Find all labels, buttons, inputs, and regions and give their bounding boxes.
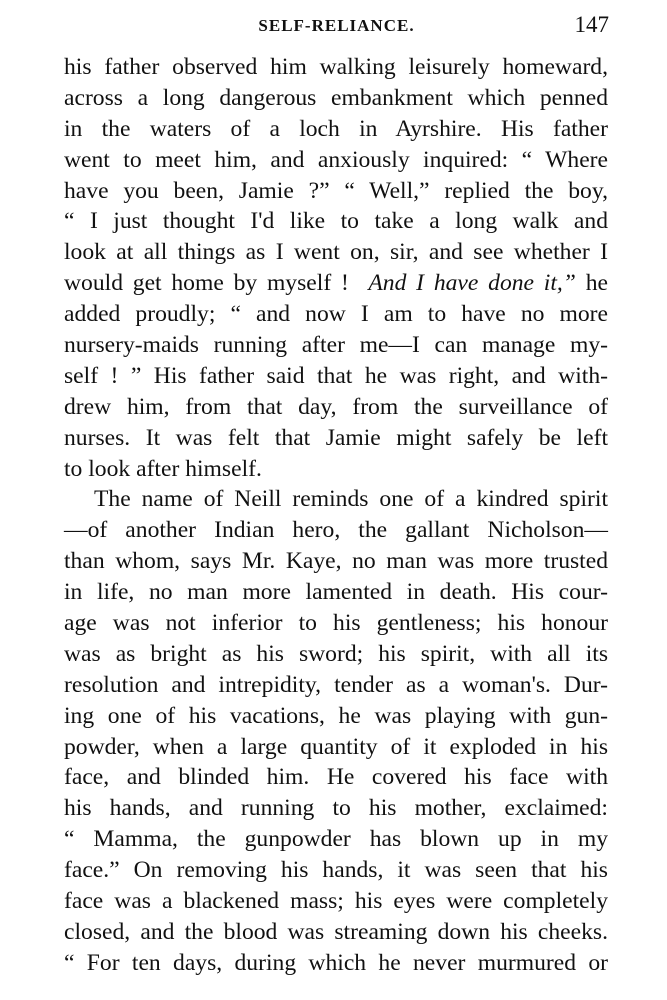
text-line: ing one of his vacations, he was playing with gun- xyxy=(64,702,608,729)
text-line-paragraph-start: The name of Neill reminds one of a kindred spirit xyxy=(94,486,608,513)
text-line: in the waters of a loch in Ayrshire. His father xyxy=(64,115,608,142)
text-line: powder, when a large quantity of it exploded in his xyxy=(64,733,608,760)
page-header xyxy=(64,10,609,38)
text-line: resolution and intrepidity, tender as a woman's. Dur- xyxy=(64,671,608,698)
text-line: self ! ” His father said that he was right, and with- xyxy=(64,362,608,389)
text-line: nurses. It was felt that Jamie might safely be left xyxy=(64,424,608,451)
page-number: 147 xyxy=(574,12,609,37)
text-line: his father observed him walking leisurely homeward, xyxy=(64,54,608,80)
text-line: look at all things as I went on, sir, and see whether I xyxy=(64,239,608,266)
text-line: face was a blackened mass; his eyes were completely xyxy=(64,888,608,915)
text-line: “ Mamma, the gunpowder has blown up in my xyxy=(64,826,608,853)
body-text xyxy=(64,52,608,979)
text-line-mixed xyxy=(64,268,608,299)
text-line: was as bright as his sword; his spirit, with all its xyxy=(64,640,608,667)
text-line: drew him, from that day, from the surveillance of xyxy=(64,393,608,420)
text-line: age was not inferior to his gentleness; his honour xyxy=(64,610,608,637)
text-line: in life, no man more lamented in death. His cour- xyxy=(64,579,608,606)
text-line: face, and blinded him. He covered his face with xyxy=(64,764,608,791)
text-line: “ I just thought I'd like to take a long walk and xyxy=(64,208,608,235)
text-line: have you been, Jamie ?” “ Well,” replied the boy, xyxy=(64,177,608,204)
text-line: face.” On removing his hands, it was seen that his xyxy=(64,857,608,884)
running-head: SELF-RELIANCE. xyxy=(258,16,415,35)
text-line: nursery-maids running after me—I can manage my- xyxy=(64,332,608,359)
italic-text: And I have done it,” xyxy=(368,270,576,297)
text-line: across a long dangerous embankment which penned xyxy=(64,84,608,111)
text-line: —of another Indian hero, the gallant Nicholson— xyxy=(64,517,608,544)
text-line: his hands, and running to his mother, exclaimed: xyxy=(64,795,608,822)
text-line: closed, and the blood was streaming down his cheeks. xyxy=(64,918,608,945)
text-line: went to meet him, and anxiously inquired: “ Where xyxy=(64,146,608,173)
text-fragment: he xyxy=(585,270,608,297)
text-line: than whom, says Mr. Kaye, no man was more trusted xyxy=(64,548,608,575)
text-line: to look after himself. xyxy=(64,455,262,482)
text-fragment: would get home by myself ! xyxy=(64,270,349,297)
text-line: added proudly; “ and now I am to have no more xyxy=(64,301,608,328)
text-line: “ For ten days, during which he never murmured or xyxy=(64,949,608,976)
